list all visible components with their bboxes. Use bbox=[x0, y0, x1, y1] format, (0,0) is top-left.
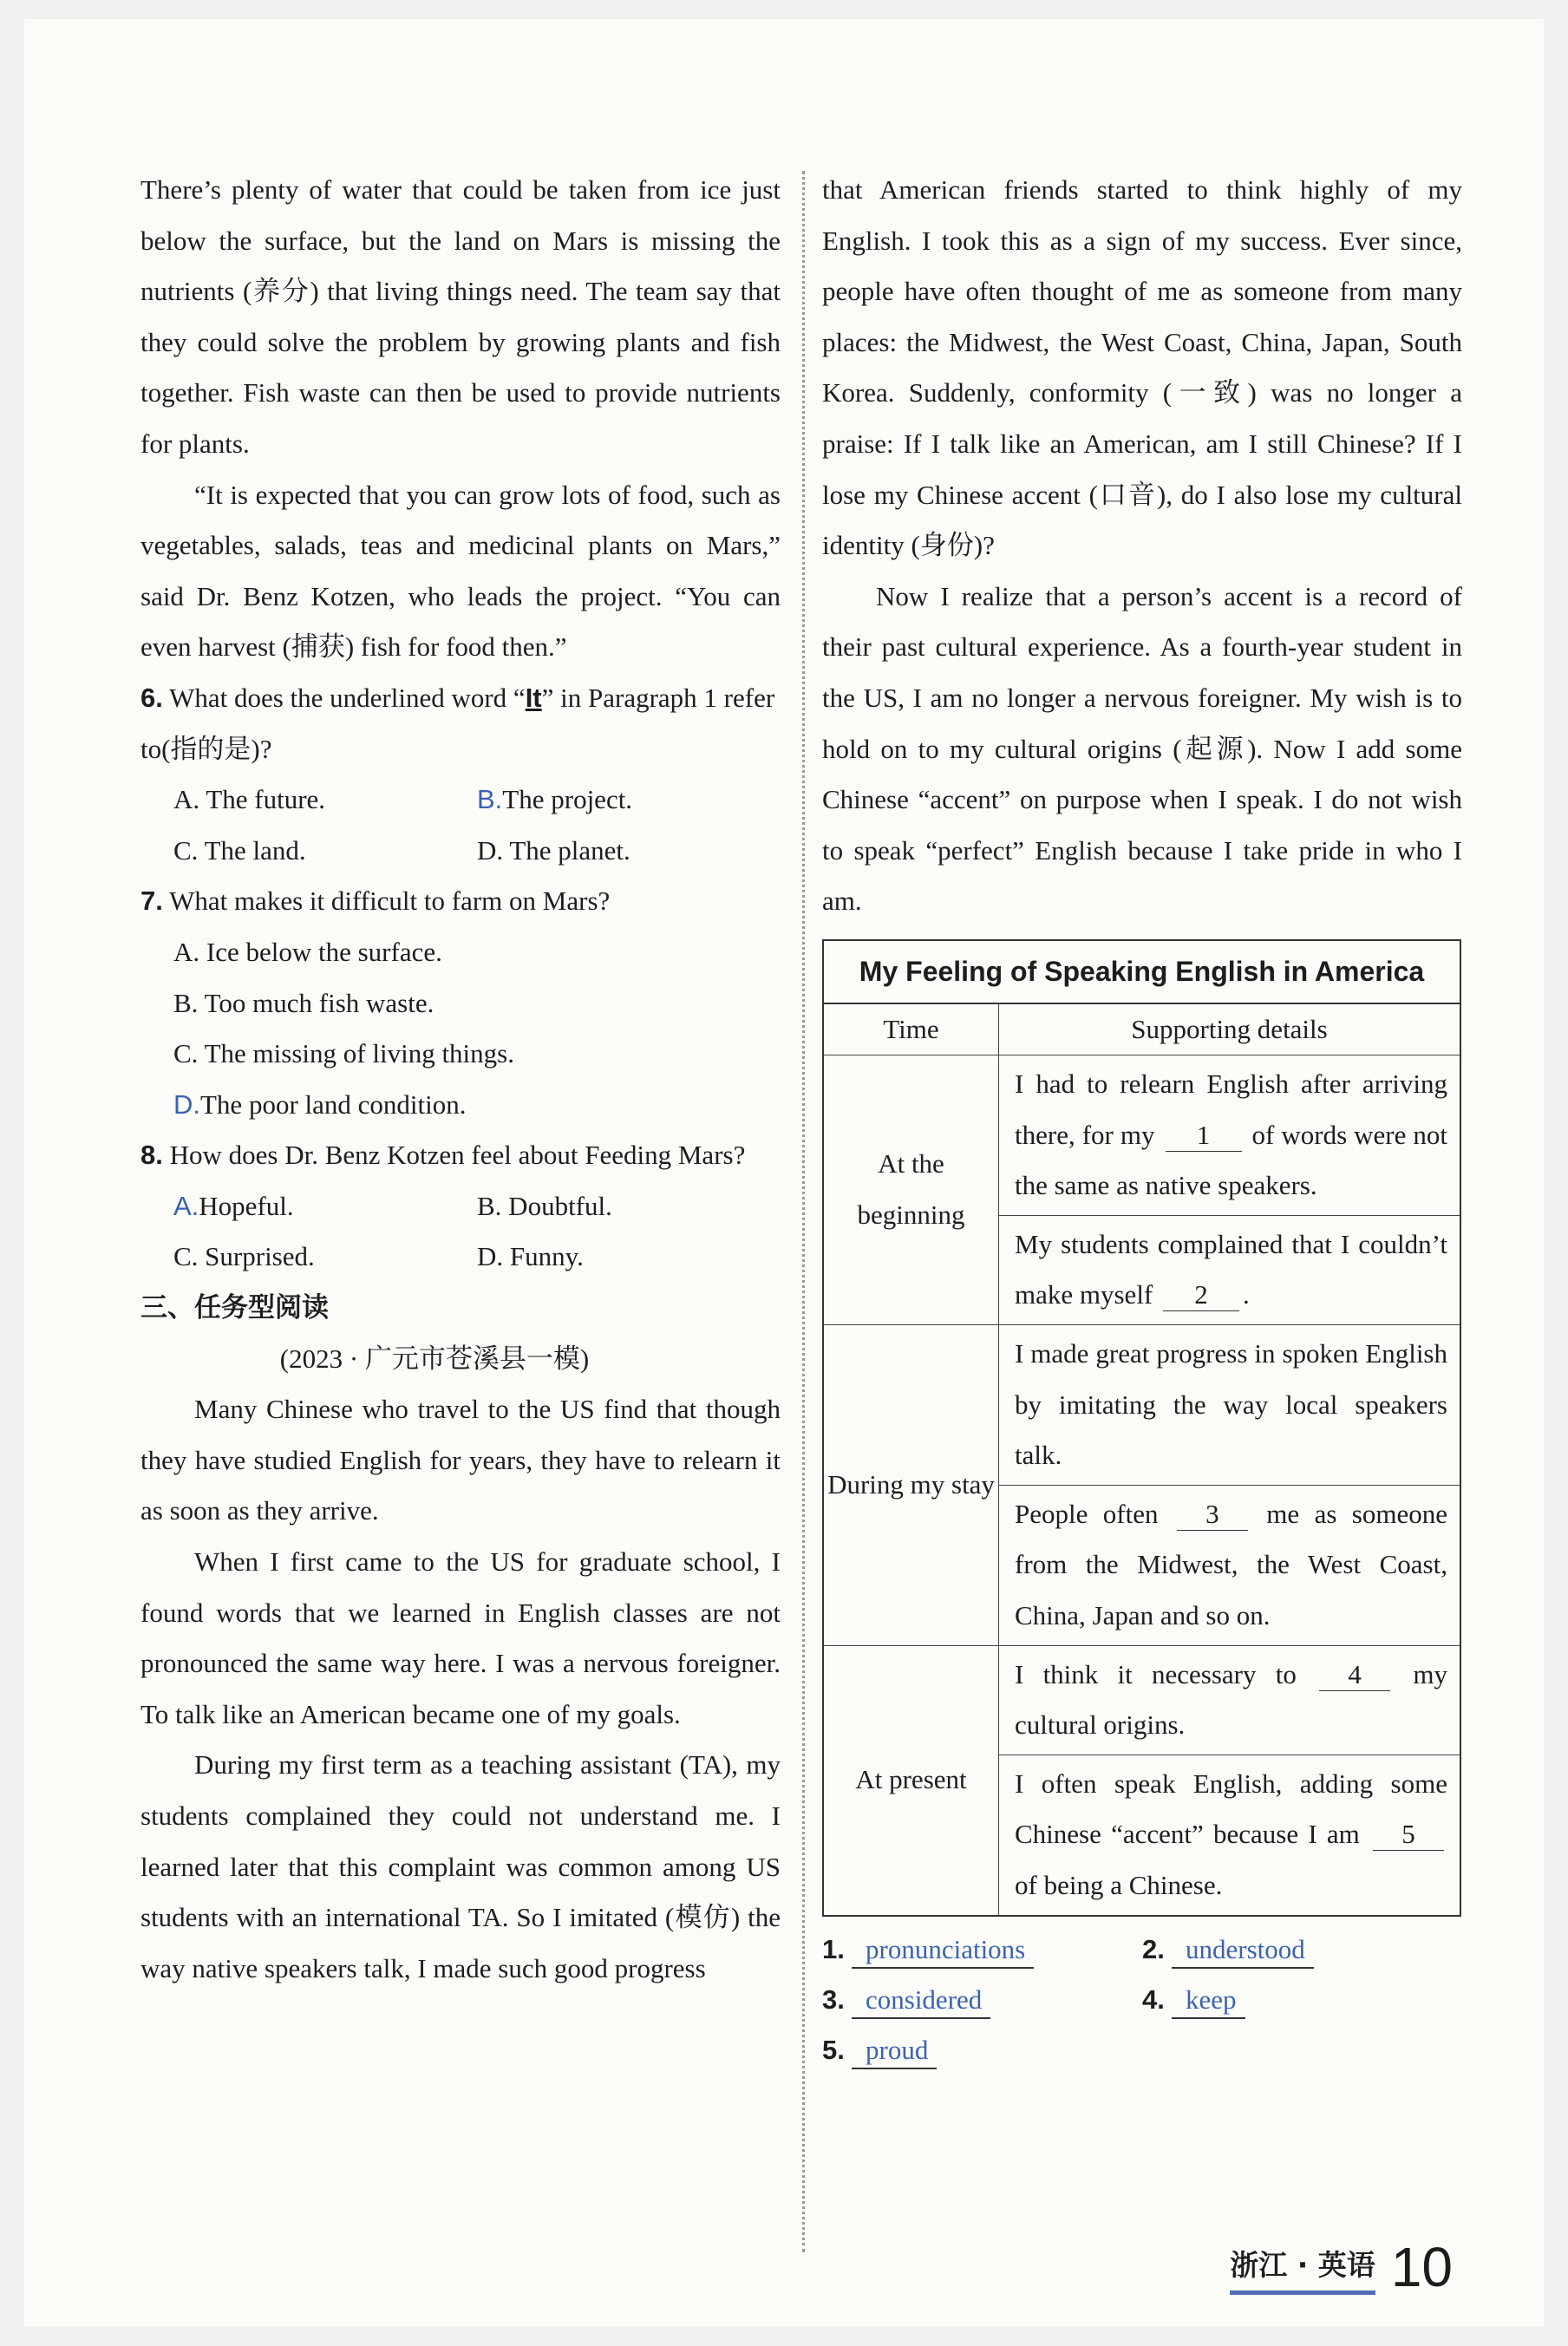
page-footer bbox=[1230, 2236, 1453, 2298]
option-c: C. The missing of living things. bbox=[173, 1038, 514, 1069]
question-stem-part: What does the underlined word “ bbox=[169, 682, 526, 713]
time-during-stay: During my stay bbox=[823, 1325, 999, 1646]
answer-mark: D. bbox=[173, 1088, 200, 1120]
summary-table bbox=[822, 939, 1461, 1917]
blank-3[interactable]: 3 bbox=[1177, 1499, 1248, 1531]
question-number: 8. bbox=[140, 1140, 163, 1171]
paragraph-relearn: Many Chinese who travel to the US find that though they have studied English for years, they have to relearn it as soon as they arrive. bbox=[140, 1394, 781, 1526]
option-list bbox=[140, 927, 781, 1130]
answer-item: 1. pronunciations bbox=[822, 1925, 1142, 1976]
header-time: Time bbox=[823, 1003, 999, 1055]
time-at-present: At present bbox=[823, 1645, 999, 1915]
underlined-word: It bbox=[525, 682, 542, 713]
question-stem: What makes it difficult to farm on Mars? bbox=[169, 885, 611, 917]
answer-mark: B. bbox=[477, 784, 503, 815]
option-a: A. The future. bbox=[173, 784, 326, 815]
detail-cell: My students complained that I couldn’t make myself 2 . bbox=[999, 1215, 1461, 1324]
option-d: D. Funny. bbox=[477, 1241, 584, 1272]
answer-text: keep bbox=[1172, 1983, 1245, 2019]
detail-cell: I think it necessary to 4 my cultural origins. bbox=[999, 1645, 1461, 1755]
paragraph-mars-water: There’s plenty of water that could be taken from ice just below the surface, but the land on Mars is missing the nutrients (养分) that living things need. The team say that they could solve the problem by growing plants and fish together. Fish waste can then be used to provide nutrients for plants. bbox=[140, 174, 781, 459]
blank-1[interactable]: 1 bbox=[1166, 1120, 1242, 1152]
region-subject-label: 浙江 · 英语 bbox=[1230, 2243, 1375, 2295]
question-8 bbox=[140, 1130, 781, 1283]
option-a: A.Hopeful. bbox=[173, 1190, 294, 1221]
answer-item: 3. considered bbox=[822, 1975, 1142, 2026]
option-b: B.The project. bbox=[477, 784, 633, 815]
question-number: 6. bbox=[140, 682, 163, 713]
paragraph-teaching-assistant: During my first term as a teaching assistant (TA), my students complained they could not understand me. I learned later that this complaint was common among US students with an international TA. So I imitated (模仿) the way native speakers talk, I made such good progress bbox=[140, 1749, 781, 1983]
answer-text: proud bbox=[852, 2033, 937, 2069]
answer-text: considered bbox=[852, 1983, 990, 2019]
question-number: 7. bbox=[140, 885, 163, 917]
page-number: 10 bbox=[1390, 2236, 1453, 2298]
option-c: C. The land. bbox=[173, 834, 306, 866]
detail-cell: I made great progress in spoken English by imitating the way local speakers talk. bbox=[999, 1325, 1461, 1486]
time-beginning: At the beginning bbox=[823, 1055, 999, 1325]
option-b: B. Too much fish waste. bbox=[173, 987, 434, 1018]
column-divider bbox=[802, 171, 805, 2252]
right-column bbox=[822, 165, 1462, 2076]
blank-5[interactable]: 5 bbox=[1373, 1819, 1444, 1851]
option-b: B. Doubtful. bbox=[477, 1190, 612, 1221]
option-d: D. The planet. bbox=[477, 834, 630, 866]
answer-item: 2. understood bbox=[1142, 1925, 1462, 1976]
header-details: Supporting details bbox=[999, 1003, 1461, 1055]
option-list bbox=[140, 774, 781, 876]
answer-key bbox=[822, 1925, 1462, 2076]
blank-2[interactable]: 2 bbox=[1163, 1279, 1239, 1311]
answer-text: understood bbox=[1172, 1932, 1314, 1969]
detail-cell: I had to relearn English after arriving there, for my 1 of words were not the same as native speakers. bbox=[999, 1055, 1461, 1216]
blank-4[interactable]: 4 bbox=[1319, 1659, 1390, 1691]
question-6 bbox=[140, 673, 781, 876]
question-stem-part: ” in Paragraph 1 refer to(指的是)? bbox=[140, 682, 775, 764]
paragraph-identity: that American friends started to think highly of my English. I took this as a sign of my success. Ever since, people have often thought of me as someone from many places: the Midwest, the West Coast, China, Japan, South Korea. Suddenly, conformity (一致) was no longer a praise: If I talk like an American, am I still Chinese? If I lose my Chinese accent (口音), do I also lose my cultural identity (身份)? bbox=[822, 174, 1462, 561]
paragraph-accent: Now I realize that a person’s accent is a record of their past cultural experience. As a fourth-year student in the US, I am no longer a nervous foreigner. My wish is to hold on to my cultural origins (起源). Now I add some Chinese “accent” on purpose when I speak. I do not wish to speak “perfect” English because I take pride in who I am. bbox=[822, 580, 1462, 917]
source-note: (2023 · 广元市苍溪县一模) bbox=[279, 1343, 590, 1374]
option-d: D.The poor land condition. bbox=[173, 1088, 467, 1120]
answer-text: pronunciations bbox=[852, 1932, 1034, 1969]
option-list bbox=[140, 1181, 781, 1283]
table-caption: My Feeling of Speaking English in America bbox=[823, 940, 1460, 1003]
detail-cell: People often 3 me as someone from the Midwest, the West Coast, China, Japan and so on. bbox=[999, 1485, 1461, 1645]
answer-item: 4. keep bbox=[1142, 1975, 1462, 2026]
paragraph-graduate-school: When I first came to the US for graduate school, I found words that we learned in English classes are not pronounced the same way here. I was a nervous foreigner. To talk like an American became one of my goals. bbox=[140, 1546, 781, 1729]
worksheet-page bbox=[24, 19, 1544, 2326]
question-stem: How does Dr. Benz Kotzen feel about Feeding Mars? bbox=[169, 1140, 746, 1171]
answer-mark: A. bbox=[173, 1190, 199, 1221]
detail-cell: I often speak English, adding some Chinese “accent” because I am 5 of being a Chinese. bbox=[999, 1755, 1461, 1915]
option-c: C. Surprised. bbox=[173, 1241, 315, 1272]
paragraph-kotzen-quote: “It is expected that you can grow lots of food, such as vegetables, salads, teas and medicinal plants on Mars,” said Dr. Benz Kotzen, who leads the project. “You can even harvest (捕获) fish for food then.” bbox=[140, 479, 781, 663]
section-title: 三、任务型阅读 bbox=[140, 1292, 329, 1324]
answer-item: 5. proud bbox=[822, 2025, 1169, 2076]
option-a: A. Ice below the surface. bbox=[173, 936, 442, 967]
left-column bbox=[140, 165, 781, 1994]
question-7 bbox=[140, 876, 781, 1130]
